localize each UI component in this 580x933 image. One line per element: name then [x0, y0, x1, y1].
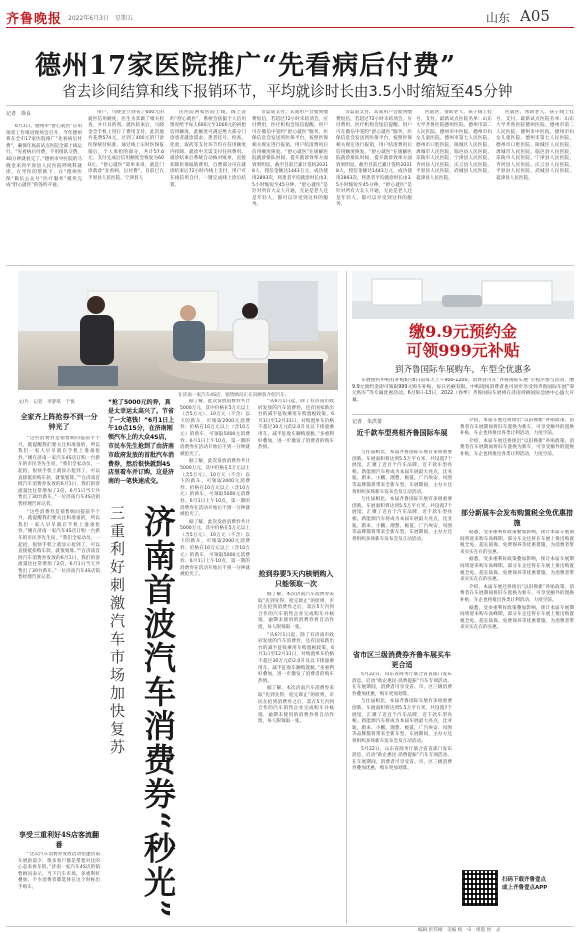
divider — [6, 265, 574, 266]
right-col-2: 介绍，本届车展还将推出“以旧换新”补贴政策，消费者在车展期间将旧车置换为新车，可享受额外的置换补贴，车企也将推出各类让利活动，力度空前。 介绍，本届车展还将推出“以旧换新”补贴政策，消费者在车展期间将旧车置换为新车，可享受额外的置换补贴，车企也将推出各类让利活动，力度空前。 — [460, 418, 574, 457]
main-col-4: 等渠道支付。其间用户会收到缴费短信，若超过72小时未结清会，应付费用，医疗机构会短信提醒。用户可在微信中签约“舒心就医”服务，医保信息会发送到医保平台，按照医保相关规定进行报销，用户结清费用后信用额度恢复。“舒心就医”在缓解医院就诊排队时间，提升就诊效率方面效果明显。截至目前已累计签约20318人，授信金额达1443万元，成功使用2893次，将患者平均就诊时长由3.5小时缩短至45分钟。“舒心就医”是针对所有大众人开通，无论是老人还是年轻人，都可以享受到这样的服务。 — [252, 110, 328, 208]
feature-col-1b: “这次汽车消费券发放活动恰逢济南车展的前夕，很多客户都是带着对比的心态来看车的。”济南一家汽车4S店的销售顾问表示，当下汽车市场，多重利好叠加，不少消费者都选择在这个时候出手购车。 — [18, 852, 100, 890]
right-subhead-2: 省市区三级消费券齐鲁车展买车更合适 — [353, 650, 451, 669]
ad-photo-illustration — [352, 271, 574, 319]
ad-title: 缴9.9元预约金 可领999元补贴 — [406, 322, 520, 360]
main-subheadline: 省去诊间结算和线下报销环节，平均就诊时长由3.5小时缩短至45分钟 — [62, 83, 513, 100]
divider — [6, 105, 574, 106]
right-col-1: 与往届相比，本届齐鲁国际车展有多项重要创新。车展面积将达到5.5万平方米，共设置7个展馆，汇聚了近百个汽车品牌，近千款车型亮相。新能源汽车将成为本届车展最大亮点，比亚迪、蔚来、小鹏、理想、极氪、广汽埃安、岚图等品牌都将带来全新车型。车展期间，主办方还将组织多场新车发布会及互动活动。 与往届相比，本届齐鲁国际车展有多项重要创新。车展面积将达到5.5万平方米，共设置7个展馆，汇聚了近百个汽车品牌，近千款车型亮相。新能源汽车将成为本届车展最大亮点，比亚迪、蔚来、小鹏、理想、极氪、广汽埃安、岚图等品牌都将带来全新车型。车展期间，主办方还将组织多场新车发布会及互动活动。 — [352, 450, 452, 542]
feature-col-1: “这些消费券是销售顾问提前半个月，就提醒我们要关注和准备的，所以我们一家人早早就在手机上准备抢券。”刚在济南一家汽车4S店订购一台新车的市民李先生说，“我们全家动员，一起抢，很快手机上就显示抢到了，可以直接抵扣购车款，就很划算。”“在济南首批汽车消费券发放的6月1日，我们的客流量比往常增加了2倍。6月1日当天共售出了30台新车。”一位济南汽车4S店销售经理告诉记者。 “这些消费券是销售顾问提前半个月，就提醒我们要关注和准备的，所以我们一家人早早就在手机上准备抢券。”刚在济南一家汽车4S店订购一台新车的市民李先生说，“我们全家动员，一起抢，很快手机上就显示抢到了，可以直接抵扣购车款，就很划算。”“在济南首批汽车消费券发放的6月1日，我们的客流量比往常增加了2倍。6月1日当天共售出了30台新车。”一位济南汽车4S店销售经理告诉记者。 — [18, 436, 100, 581]
main-col-2: 用户，马晓金立刻省了600元的就医信用额度，医生为其做了相关检查，并开具药剂。就医结束后，马晓金全手机上进行了费用支付，此次他共花费574元，过到了400元的门诊医保统付标准，通过线上实时医保报销后，个人承担的部分，共计57.6元，支付完成后信用额度会恢复为600元。“舒心就医”简单来讲，就是门诊就诊“先看病，后付费”，目前已在平原县人民医院、宁津县人 — [88, 110, 164, 181]
right-subhead-1: 近千款车型亮相齐鲁国际车展 — [356, 428, 448, 437]
main-col-5: 医就医，帮助老人、孩子线上挂号、支付。最新试点医院名单：山东大学齐鲁医院德州医院、德州市第二人民医院、德州市中医院、德州市妇女儿童医院、德州市第七人民医院、德州市口腔医院、陵城区人民医院、禹城市人民医院、临邑县人民医院、乐陵市人民医院、宁津县人民医院、齐河县人民医院、庆云县人民医院、平原县人民医院、武城县人民医院、夏津县人民医院。 — [416, 110, 492, 181]
feature-subhead-3: 抢到券要5天内核销购入只能领取一次 — [258, 569, 334, 588]
main-col-1: 6月1日，德州市“舒心就医”应用场景工作推进现场会召开，今年德州将在全市17家医院推广“先看病后付费”，确保年底前试点医院全部上线运行。“先看病后付费，不用排队交费，40分钟就看完了。”德州市中医院的马晓金来到平原县人民医院呼吸科就诊，在导医的帮助下，在“德州医保”微信公众号“医疗服务”模块完成“舒心就医”的签约开通。 — [6, 124, 82, 189]
feature-vertical-subtitle: 三重利好刺激汽车市场加快复苏 — [108, 505, 126, 757]
right-byline: 记者 朱洪蕾 — [352, 419, 383, 425]
right-col-1b: 5月22日，山东省商务厅联合省直部门发布消息，启动“助企惠民·消费提振”汽车专项活动。在车展期间，消费者可享受省、市、区三级消费券叠加优惠，购车更加划算。 与往届相比，本届齐鲁国际车展有多项重要创新。车展面积将达到5.5万平方米，共设置7个展馆，汇聚了近百个汽车品牌，近千款车型亮相。新能源汽车将成为本届车展最大亮点，比亚迪、蔚来、小鹏、理想、极氪、广汽埃安、岚图等品牌都将带来全新车型。车展期间，主办方还将组织多场新车发布会及互动活动。 5月22日，山东省商务厅联合省直部门发布消息，启动“助企惠民·消费提振”汽车专项活动。在车展期间，消费者可享受省、市、区三级消费券叠加优惠，购车更加划算。 — [352, 672, 452, 772]
feature-vertical-title: 济南首波汽车消费券“秒光” — [139, 505, 177, 920]
header-rule — [6, 27, 574, 28]
car-dealership-photo — [18, 271, 338, 390]
masthead-logo: 齐鲁晚报 — [6, 12, 63, 27]
ad-photo — [352, 271, 574, 319]
main-headline: 德州17家医院推广“先看病后付费” — [35, 51, 457, 81]
feature-subhead-1: 全家齐上阵抢券不到一分钟光了 — [20, 412, 98, 431]
right-col-2b: 据悉，受多重利好政策叠加影响，预计本届车展期间将迎来购车高峰期。部分车企还将在车展上推出购置税全免、超长质保、免费保养等优惠措施，为消费者带来实实在在的实惠。 据悉，受多重利好政策叠加影响，预计本届车展期间将迎来购车高峰期。部分车企还将在车展上推出购置税全免、超长质保、免费保养等优惠措施，为消费者带来实实在在的实惠。 介绍，本届车展还将推出“以旧换新”补贴政策，消费者在车展期间将旧车置换为新车，可享受额外的置换补贴，车企也将推出各类让利活动，力度空前。 据悉，受多重利好政策叠加影响，预计本届车展期间将迎来购车高峰期。部分车企还将在车展上推出购置税全免、超长质保、免费保养等优惠措施，为消费者带来实实在在的实惠。 — [460, 530, 574, 631]
qr-code-icon — [462, 870, 498, 906]
vertical-divider — [346, 271, 347, 924]
feature-col-2: 据了解，此次发放消费券共计5000万元，其中价格在5万元以上（含5万元）、10万元（不含）以下的新车，可领取2000元消费券；价格在10万元以上（含10万元）的新车，可领取5000元消费券。6月1日上午10点，第一期的消费券在活动开始后不到一分钟就被抢光了。 据了解，此次发放消费券共计5000万元，其中价格在5万元以上（含5万元）、10万元（不含）以下的新车，可领取2000元消费券；价格在10万元以上（含10万元）的新车，可领取5000元消费券。6月1日上午10点，第一期的消费券在活动开始后不到一分钟就被抢光了。 据了解，此次发放消费券共计5000万元，其中价格在5万元以上（含5万元）、10万元（不含）以下的新车，可领取2000元消费券；价格在10万元以上（含10万元）的新车，可领取5000元消费券。6月1日上午10点，第一期的消费券在活动开始后不到一分钟就被抢光了。 — [180, 399, 250, 578]
main-col-5b: 医就医，帮助老人、孩子线上挂号、支付。最新试点医院名单：山东大学齐鲁医院德州医院、德州市第二人民医院、德州市中医院、德州市妇女儿童医院、德州市第七人民医院、德州市口腔医院、陵城区人民医院、禹城市人民医院、临邑县人民医院、乐陵市人民医院、宁津县人民医院、齐河县人民医院、庆云县人民医院、平原县人民医院、武城县人民医院、夏津县人民医院。 — [496, 110, 574, 181]
divider — [352, 414, 574, 415]
ad-body: 车展预约申购有补贴6月8日前每天上午900-1200，消费者可在“齐鲁国际车展”小程序参与活动，缴9.9元预约金即可领取999元购车补贴，每日名额有限。中购现场消费者也可同步享受到齐鲁国际车展“零元购车”等专属优惠活动。6月9日-13日，2022（春季）齐鲁国际车展将在济南舜耕国际会展中心盛大开幕。 — [352, 378, 574, 403]
main-byline: 记者 徐良 — [6, 111, 32, 117]
main-col-3: 民医院两家医院上线，线上签约“舒心就医”，系统会依据个人信用情况给予每人600元至1000元的初始信用额度，此额度可满足绝大部分门诊患者就诊需求，患者挂号、检查、化验、取药等支付环节均在信用额度内扣除，就诊中无需支付任何费用。就诊结束后系统自动核对账单，直接扣除医保报销费用，自费部分可在就诊结束后72小时内线上支付，用户可在线信用自付，一键完成线上诊后结算。 — [170, 110, 246, 188]
feature-byline: 文/片 记者 李梦琪 于悦 — [18, 400, 75, 405]
right-subhead-3: 部分新展车会发布购置税全免优惠措施 — [461, 508, 573, 527]
feature-lead: “抢了5000元的券，真是太幸运太高兴了。节省了一大笔钱！”6月1日上午10点15分，在济南刚领汽车上的大众4S店，市民车先生抢到了由济南市政府发放的首批汽车消费券，然后很快就到4S店里看车并订购，这是济南的一笔快速成交。 — [108, 399, 175, 486]
feature-col-3b: 据了解，本次济南汽车消费券采取“先到先得，抢完即止”的原则，市民在抢到消费券之后，需在5天内到合作的汽车销售企业完成购车并核销，逾期未使用的消费券将自动作废，每人限领取一张。 “从6月1日起，除了有济南市政府发放的汽车消费券，还有国家新出台的减半征收乘用车购置税政策，6月1日至12月31日，对购置单车价格不超过30万元的2.0升及以下排量乘用车，减半征收车辆购置税。”多重利好叠加，进一步激发了消费者的购车热情。 据了解，本次济南汽车消费券采取“先到先得，抢完即止”的原则，市民在抢到消费券之后，需在5天内到合作的汽车销售企业完成购车并核销，逾期未使用的消费券将自动作废，每人限领取一张。 — [258, 592, 334, 725]
main-col-4b: 等渠道支付。其间用户会收到缴费短信，若超过72小时未结清会，应付费用，医疗机构会短信提醒。用户可在微信中签约“舒心就医”服务，医保信息会发送到医保平台，按照医保相关规定进行报销，用户结清费用后信用额度恢复。“舒心就医”在缓解医院就诊排队时间，提升就诊效率方面效果明显。截至目前已累计签约20318人，授信金额达1443万元，成功使用2893次，将患者平均就诊时长由3.5小时缩短至45分钟。“舒心就医”是针对所有大众人开通，无论是老人还是年轻人，都可以享受到这样的服务。 — [336, 110, 412, 208]
ad-subtitle: 到齐鲁国际车展购车，车型全优惠多 — [394, 365, 531, 375]
feature-subhead-2: 享受三重利好4S店客流翻番 — [19, 830, 99, 849]
feature-col-3: “从6月1日起，除了有济南市政府发放的汽车消费券，还有国家新出台的减半征收乘用车购置税政策，6月1日至12月31日，对购置单车价格不超过30万元的2.0升及以下排量乘用车，减半征收车辆购置税。”多重利好叠加，进一步激发了消费者的购车热情。 — [258, 399, 334, 451]
page-number: A05 — [520, 7, 550, 25]
photo-illustration — [18, 271, 338, 390]
footer-credits: 编辑 彭伟刚 美编 杨 卓 组版 侯 灵 — [418, 928, 501, 933]
section-name: 山东 — [486, 11, 511, 25]
issue-date: 2022年6月3日 星期五 — [68, 15, 133, 22]
photo-caption: 在济南一家汽车4S店，销售顾问正在向顾客介绍汽车。 — [178, 393, 290, 398]
qr-caption: 扫码下载齐鲁壹点 或上齐鲁壹点APP — [502, 877, 548, 891]
